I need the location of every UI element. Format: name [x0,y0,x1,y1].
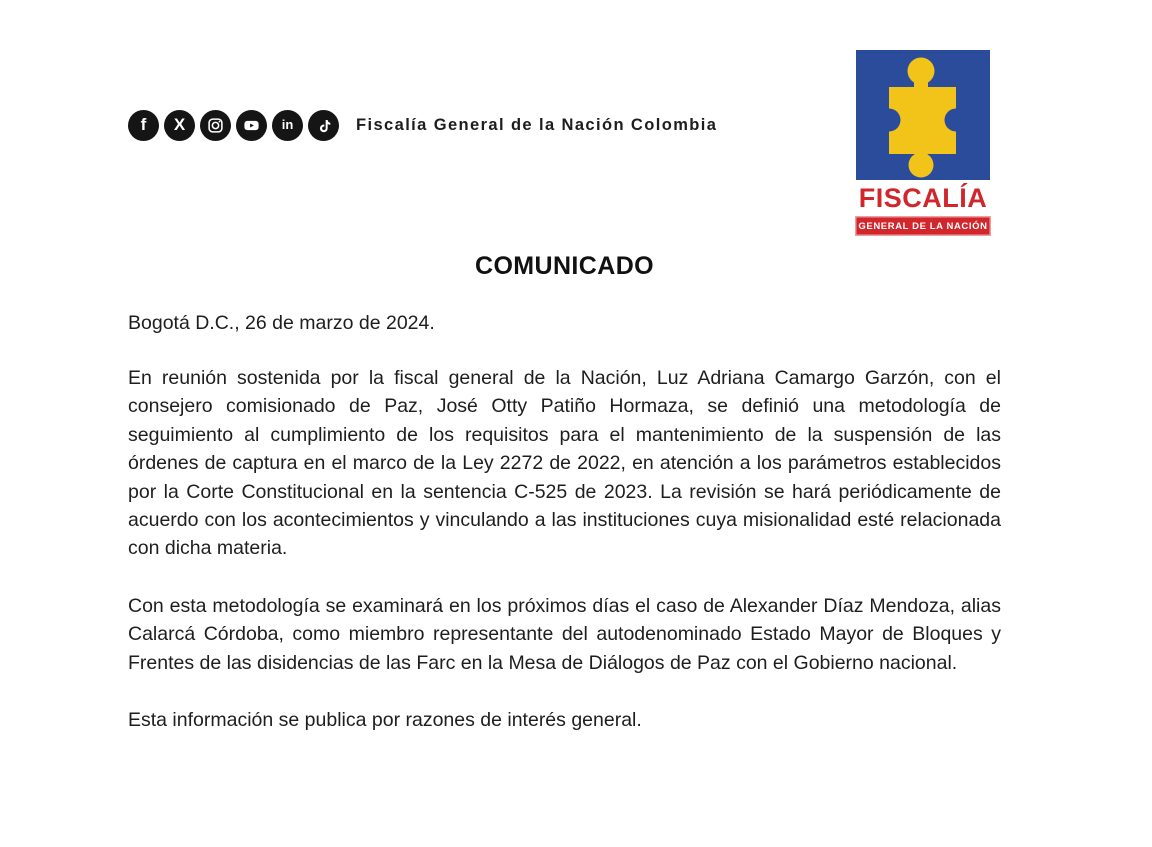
document-body [128,252,1001,763]
document-title: COMUNICADO [475,252,654,280]
dateline: Bogotá D.C., 26 de marzo de 2024. [128,312,435,334]
account-name-label: Fiscalía General de la Nación Colombia [356,116,718,134]
fiscalia-logo [855,50,991,236]
paragraph-3: Esta información se publica por razones de interés general. [128,709,642,732]
paragraph-1: En reunión sostenida por la fiscal general de la Nación, Luz Adriana Camargo Garzón, con el consejero comisionado de Paz, José Otty Patiño Hormaza, se definió una metodología de seguimiento al cumplimiento de los requisitos para el mantenimiento de la suspensión de las órdenes de captura en el marco de la Ley 2272 de 2022, en atención a los parámetros establecidos por la Corte Constitucional en la sentencia C-525 de 2023. La revisión se hará periódicamente de acuerdo con los acontecimientos y vinculando a las instituciones cuya misionalidad esté relacionada con dicha materia. [128,367,1001,560]
youtube-icon [236,110,267,141]
x-twitter-icon: X [164,110,195,141]
instagram-icon [200,110,231,141]
puzzle-piece-icon [856,50,990,180]
facebook-icon: f [128,110,159,141]
linkedin-icon: in [272,110,303,141]
paragraph-2: Con esta metodología se examinará en los próximos días el caso de Alexander Díaz Mendoza, alias Calarcá Córdoba, como miembro representante del autodenominado Estado Mayor de Bloques y Frentes de las disidencias de las Farc en la Mesa de Diálogos de Paz con el Gobierno nacional. [128,594,1001,674]
social-icons-strip [128,110,339,141]
logo-subtitle-bar: GENERAL DE LA NACIÓN [855,216,991,236]
header [128,110,717,141]
logo-wordmark: FISCALÍA [858,183,988,213]
tiktok-icon [308,110,339,141]
